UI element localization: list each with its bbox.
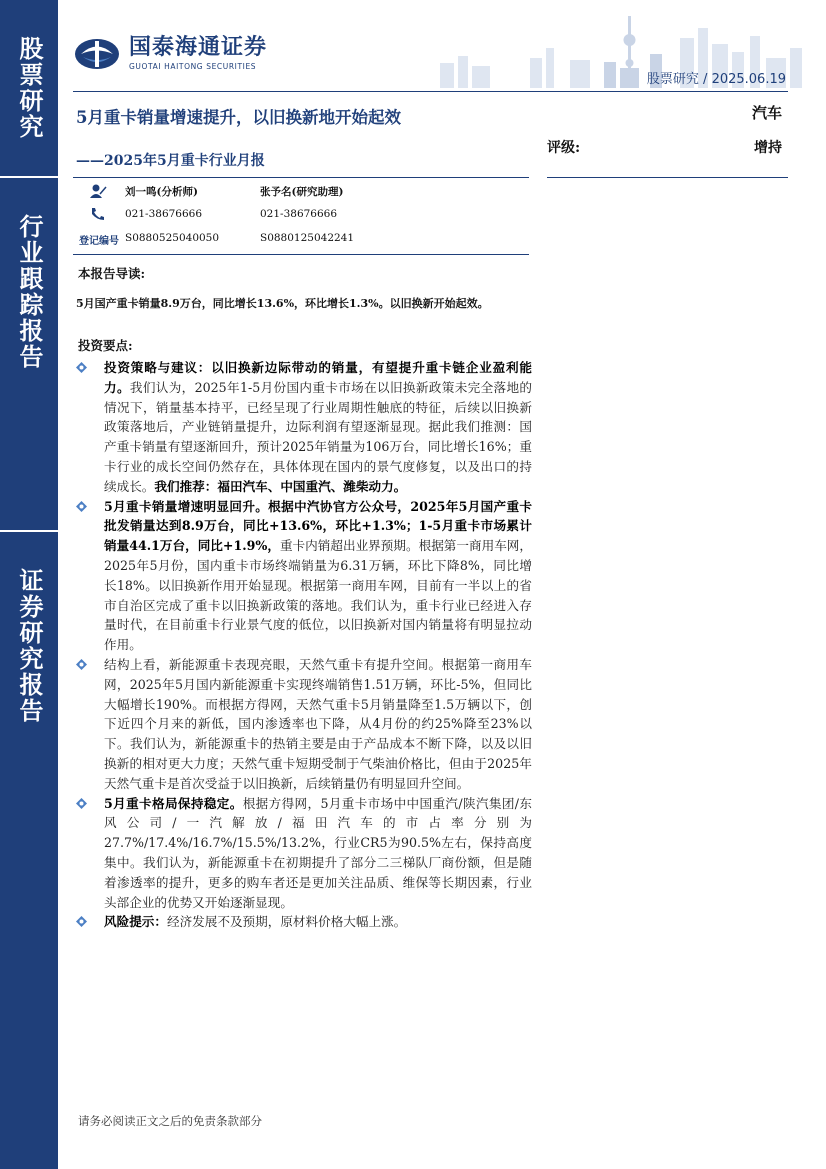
investment-points-list bbox=[76, 358, 532, 932]
header-divider bbox=[73, 91, 788, 92]
point-2-lead: 5月重卡销量增速明显回升。根据中汽协官方公众号，2025年5月国产重卡批发销量达到8.9万台，同比+13.6%，环比+1.3%；1-5月重卡市场累计销量44.1万台，同比+1.9%， bbox=[104, 498, 532, 554]
report-title: 5月重卡销量增速提升，以旧换新地开始起效 bbox=[76, 108, 401, 127]
analyst-icon bbox=[89, 183, 107, 199]
sidebar-block-securities-research bbox=[0, 532, 58, 1169]
registration-label: 登记编号 bbox=[79, 236, 119, 247]
sidebar-label-stock-research: 股票研究 bbox=[15, 36, 43, 140]
author-2-phone: 021-38676666 bbox=[260, 208, 338, 220]
author-2-reg: S0880125042241 bbox=[260, 232, 355, 244]
brand-logo-icon bbox=[73, 37, 121, 71]
diamond-bullet-icon bbox=[76, 659, 87, 670]
industry-label: 汽车 bbox=[751, 104, 782, 122]
guide-title: 本报告导读: bbox=[78, 266, 146, 281]
diamond-bullet-icon bbox=[76, 916, 87, 927]
diamond-bullet-icon bbox=[76, 501, 87, 512]
sidebar-label-industry-tracking: 行业跟踪报告 bbox=[15, 214, 43, 370]
brand-logo bbox=[73, 36, 267, 71]
phone-icon bbox=[89, 206, 107, 222]
diamond-bullet-icon bbox=[76, 798, 87, 809]
author-1-phone: 021-38676666 bbox=[125, 208, 203, 220]
point-1-body: 我们认为，2025年1-5月份国内重卡市场在以旧换新政策未完全落地的情况下，销量基本持平，已经呈现了行业周期性触底的特征，后续以旧换新政策落地后，产业链销量提升，边际利润有望逐渐显现。据此我们推测：国产重卡销量有望逐渐回升，预计2025年销量为106万台，同比增长16%；重卡行业的成长空间仍然存在，具体体现在国内的景气度修复，以及出口的持续成长。 bbox=[104, 379, 532, 494]
sidebar-block-industry-tracking bbox=[0, 178, 58, 530]
sidebar-block-stock-research bbox=[0, 0, 58, 176]
point-item bbox=[76, 655, 532, 794]
rating-label: 评级: bbox=[547, 140, 581, 156]
point-4-body: 根据方得网，5月重卡市场中中国重汽/陕汽集团/东风公司/一汽解放/福田汽车的市占率分别为27.7%/17.4%/16.7%/15.5%/13.2%，行业CR5为90.5%左右，保持高度集中。我们认为，新能源重卡在初期提升了部分二三梯队厂商份额，但是随着渗透率的提升，更多的购车者还是更加关注品质、维保等长期因素，行业头部企业的优势又开始逐渐显现。 bbox=[104, 795, 533, 910]
brand-name-cn: 国泰海通证券 bbox=[129, 35, 268, 60]
diamond-bullet-icon bbox=[76, 362, 87, 373]
point-2-body: 重卡内销超出业界预期。根据第一商用车网，2025年5月份，国内重卡市场终端销量为6.31万辆，环比下降8%，同比增长18%。以旧换新作用开始显现。根据第一商用车网，目前有一半以上的省市自治区完成了重卡以旧换新政策的落地。我们认为，重卡行业已经进入存量时代，在目前重卡行业景气度的低位，以旧换新对国内销量将有明显拉动作用。 bbox=[104, 538, 533, 653]
point-1-tail: 我们推荐：福田汽车、中国重汽、潍柴动力。 bbox=[154, 478, 407, 494]
author-divider bbox=[73, 254, 529, 255]
author-block bbox=[73, 182, 529, 252]
rating-divider bbox=[547, 177, 788, 178]
point-4-lead: 5月重卡格局保持稳定。 bbox=[104, 795, 243, 811]
brand-name-en: GUOTAI HAITONG SECURITIES bbox=[129, 62, 257, 71]
report-subtitle: ——2025年5月重卡行业月报 bbox=[76, 153, 265, 169]
author-1-name: 刘一鸣(分析师) bbox=[125, 186, 198, 198]
point-item bbox=[76, 912, 532, 932]
sidebar-label-securities-research: 证券研究报告 bbox=[15, 568, 43, 724]
left-sidebar bbox=[0, 0, 58, 1169]
point-item bbox=[76, 497, 532, 655]
title-divider bbox=[73, 177, 529, 178]
guide-text: 5月国产重卡销量8.9万台，同比增长13.6%，环比增长1.3%。以旧换新开始起效。 bbox=[76, 297, 489, 310]
point-item bbox=[76, 358, 532, 497]
point-3-body: 结构上看，新能源重卡表现亮眼，天然气重卡有提升空间。根据第一商用车网，2025年5月国内新能源重卡实现终端销售1.51万辆，环比-5%，但同比大幅增长190%。而根据方得网，天然气重卡5月销量降至1.5万辆以下，创下近四个月来的新低，国内渗透率也下降，从4月份的约25%降至23%以下。我们认为，新能源重卡的热销主要是由于产品成本不断下降，以及以旧换新的相对更大力度；天然气重卡短期受制于气柴油价格比，但由于2025年天然气重卡是首次受益于以旧换新，后续销量仍有明显回升空间。 bbox=[104, 656, 532, 791]
point-1-lead: 投资策略与建议：以旧换新边际带动的销量，有望提升重卡链企业盈利能力。 bbox=[104, 360, 532, 395]
disclaimer-footer: 请务必阅读正文之后的免责条款部分 bbox=[78, 1114, 262, 1128]
author-2-name: 张予名(研究助理) bbox=[260, 186, 344, 198]
rating-value: 增持 bbox=[754, 140, 782, 156]
point-5-lead: 风险提示： bbox=[104, 914, 167, 930]
author-1-reg: S0880525040050 bbox=[125, 232, 220, 244]
point-item bbox=[76, 794, 532, 913]
report-dateline: 股票研究 / 2025.06.19 bbox=[646, 72, 786, 87]
points-title: 投资要点: bbox=[78, 338, 133, 353]
point-5-body: 经济发展不及预期，原材料价格大幅上涨。 bbox=[166, 914, 407, 930]
